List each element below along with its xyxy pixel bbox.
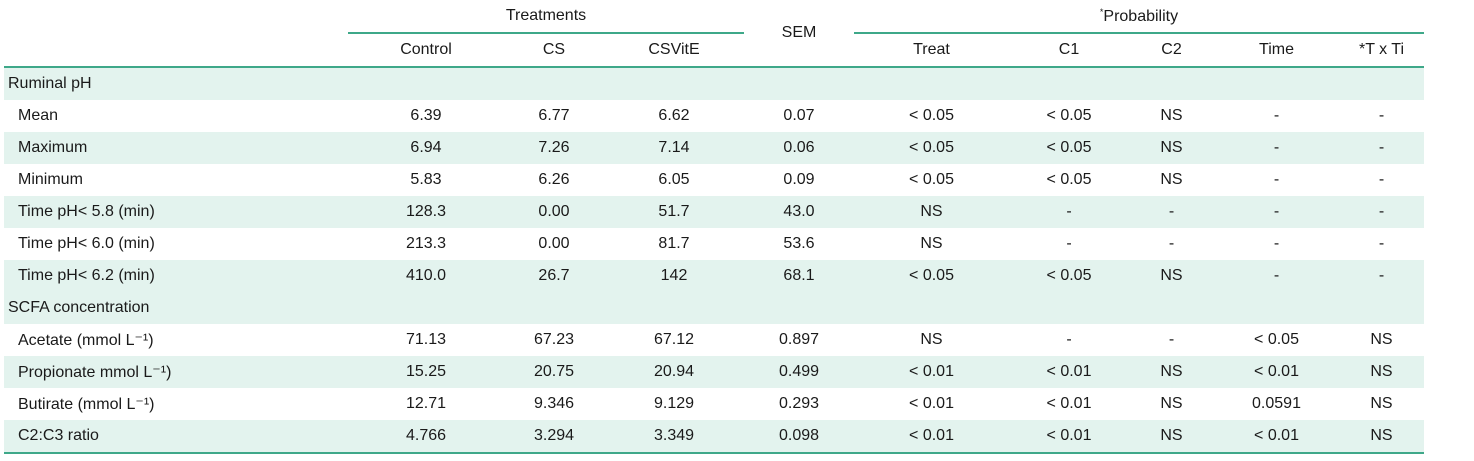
table-cell: 6.62 [658, 107, 690, 124]
table-cell: 51.7 [604, 196, 744, 228]
table-cell: 20.94 [604, 356, 744, 388]
row-label: Minimum [18, 171, 83, 188]
table-cell: - [1378, 107, 1385, 124]
table-cell: - [1168, 331, 1175, 348]
table-cell: < 0.05 [854, 260, 1009, 292]
table-cell: 142 [604, 260, 744, 292]
row-label: C2:C3 ratio [4, 420, 348, 453]
table-cell: - [1378, 235, 1385, 252]
table-cell: 0.09 [783, 171, 815, 188]
table-row [4, 388, 1424, 420]
table-cell: - [1273, 235, 1280, 252]
table-cell: NS [1339, 420, 1424, 453]
table-cell: NS [1160, 395, 1183, 412]
col-header-c1: C1 [1009, 33, 1129, 67]
table-cell: 0.499 [744, 356, 854, 388]
table-cell: NS [920, 331, 943, 348]
table-cell: - [1168, 235, 1175, 252]
table-cell: 0.00 [538, 235, 570, 252]
table-cell: 43.0 [744, 196, 854, 228]
section-title: Ruminal pH [4, 67, 1424, 100]
table-cell: NS [1129, 356, 1214, 388]
table-cell: 7.14 [604, 132, 744, 164]
col-header-csvite: CSVitE [604, 33, 744, 67]
table-cell: 7.26 [504, 132, 604, 164]
row-label: Propionate mmol L⁻¹) [4, 356, 348, 388]
table-row [4, 132, 1424, 164]
table-cell: 0.07 [783, 107, 815, 124]
table-cell: 12.71 [405, 395, 447, 412]
section-header-row [4, 292, 1424, 324]
section-title: SCFA concentration [4, 292, 1424, 324]
table-cell: 128.3 [348, 196, 504, 228]
row-label: Time pH< 6.0 (min) [18, 235, 155, 252]
table-cell: < 0.05 [1046, 171, 1092, 188]
table-cell: < 0.01 [1009, 420, 1129, 453]
table-row [4, 260, 1424, 292]
table-cell: < 0.01 [1214, 356, 1339, 388]
probability-footnote-mark: * [1099, 6, 1104, 17]
table-cell: 0.0591 [1252, 395, 1301, 412]
table-cell: NS [854, 196, 1009, 228]
table-cell: NS [1129, 260, 1214, 292]
table-cell: < 0.01 [909, 395, 954, 412]
col-header-treat: Treat [854, 33, 1009, 67]
table-cell: < 0.05 [1254, 331, 1299, 348]
table-cell: NS [1370, 331, 1393, 348]
section-header-row [4, 67, 1424, 100]
table-cell: 6.39 [410, 107, 442, 124]
table-cell: NS [1129, 132, 1214, 164]
col-header-interaction: *T x Ti [1339, 33, 1424, 67]
table-row [4, 324, 1424, 356]
table-cell: 15.25 [348, 356, 504, 388]
table-cell: - [1066, 331, 1072, 348]
probability-group-header [854, 0, 1424, 33]
table-cell: - [1378, 171, 1385, 188]
table-cell: 71.13 [405, 331, 447, 348]
table-cell: 4.766 [348, 420, 504, 453]
table-cell: - [1214, 196, 1339, 228]
table-cell: 0.293 [778, 395, 820, 412]
table-cell: < 0.01 [1214, 420, 1339, 453]
table-cell: < 0.01 [1046, 395, 1092, 412]
row-label: Acetate (mmol L⁻¹) [18, 332, 154, 349]
table-cell: 0.098 [744, 420, 854, 453]
table-cell: < 0.01 [1009, 356, 1129, 388]
probability-label: Probability [1103, 7, 1179, 25]
row-label: Mean [18, 107, 59, 124]
table-cell: 0.00 [504, 196, 604, 228]
table-cell: - [1339, 260, 1424, 292]
table-cell: 3.349 [604, 420, 744, 453]
table-cell: 6.77 [538, 107, 570, 124]
table-cell: - [1273, 107, 1280, 124]
table-cell: 3.294 [504, 420, 604, 453]
table-cell: NS [1129, 420, 1214, 453]
table-cell: 213.3 [405, 235, 447, 252]
treatments-group-header: Treatments [348, 0, 744, 33]
table-cell: < 0.05 [909, 171, 954, 188]
table-cell: 67.23 [533, 331, 575, 348]
table-cell: - [1214, 260, 1339, 292]
table-cell: < 0.01 [854, 356, 1009, 388]
table-row [4, 228, 1424, 260]
table-cell: 5.83 [410, 171, 442, 188]
table-cell: 9.346 [533, 395, 575, 412]
table-cell: 81.7 [658, 235, 690, 252]
table-cell: < 0.05 [854, 132, 1009, 164]
table-cell: 53.6 [783, 235, 815, 252]
table-cell: 26.7 [504, 260, 604, 292]
table-cell: 6.26 [538, 171, 570, 188]
table-cell: NS [1160, 171, 1183, 188]
table-cell: - [1214, 132, 1339, 164]
table-cell: 67.12 [653, 331, 695, 348]
table-cell: < 0.05 [909, 107, 954, 124]
table-cell: 0.06 [744, 132, 854, 164]
table-cell: NS [920, 235, 943, 252]
col-header-control: Control [348, 33, 504, 67]
table-cell: NS [1370, 395, 1393, 412]
col-header-c2: C2 [1129, 33, 1214, 67]
table-cell: 20.75 [504, 356, 604, 388]
table-cell: NS [1160, 107, 1183, 124]
table-cell: - [1009, 196, 1129, 228]
table-cell: - [1129, 196, 1214, 228]
header-row-2 [4, 33, 1424, 67]
table-cell: 0.897 [778, 331, 820, 348]
table-cell: < 0.05 [1009, 132, 1129, 164]
table-cell: 6.94 [348, 132, 504, 164]
table-cell: 9.129 [653, 395, 695, 412]
table-cell: - [1339, 196, 1424, 228]
table-cell: 6.05 [658, 171, 690, 188]
results-table [4, 0, 1424, 454]
row-label: Time pH< 6.2 (min) [4, 260, 348, 292]
row-label: Time pH< 5.8 (min) [4, 196, 348, 228]
table-cell: - [1066, 235, 1072, 252]
col-header-cs: CS [504, 33, 604, 67]
table-row [4, 196, 1424, 228]
table-cell: < 0.01 [854, 420, 1009, 453]
header-row-1 [4, 0, 1424, 33]
table-row [4, 164, 1424, 196]
table-cell: - [1273, 171, 1280, 188]
table-row [4, 100, 1424, 132]
sem-header: SEM [744, 0, 854, 67]
table-cell: < 0.05 [1046, 107, 1092, 124]
table-cell: 68.1 [744, 260, 854, 292]
table-cell: NS [1339, 356, 1424, 388]
row-label: Butirate (mmol L⁻¹) [18, 396, 155, 413]
table-cell: < 0.05 [1009, 260, 1129, 292]
row-label: Maximum [4, 132, 348, 164]
table-cell: 410.0 [348, 260, 504, 292]
table-cell: - [1339, 132, 1424, 164]
table-row [4, 420, 1424, 453]
col-header-time: Time [1214, 33, 1339, 67]
table-row [4, 356, 1424, 388]
table-body [4, 67, 1424, 453]
